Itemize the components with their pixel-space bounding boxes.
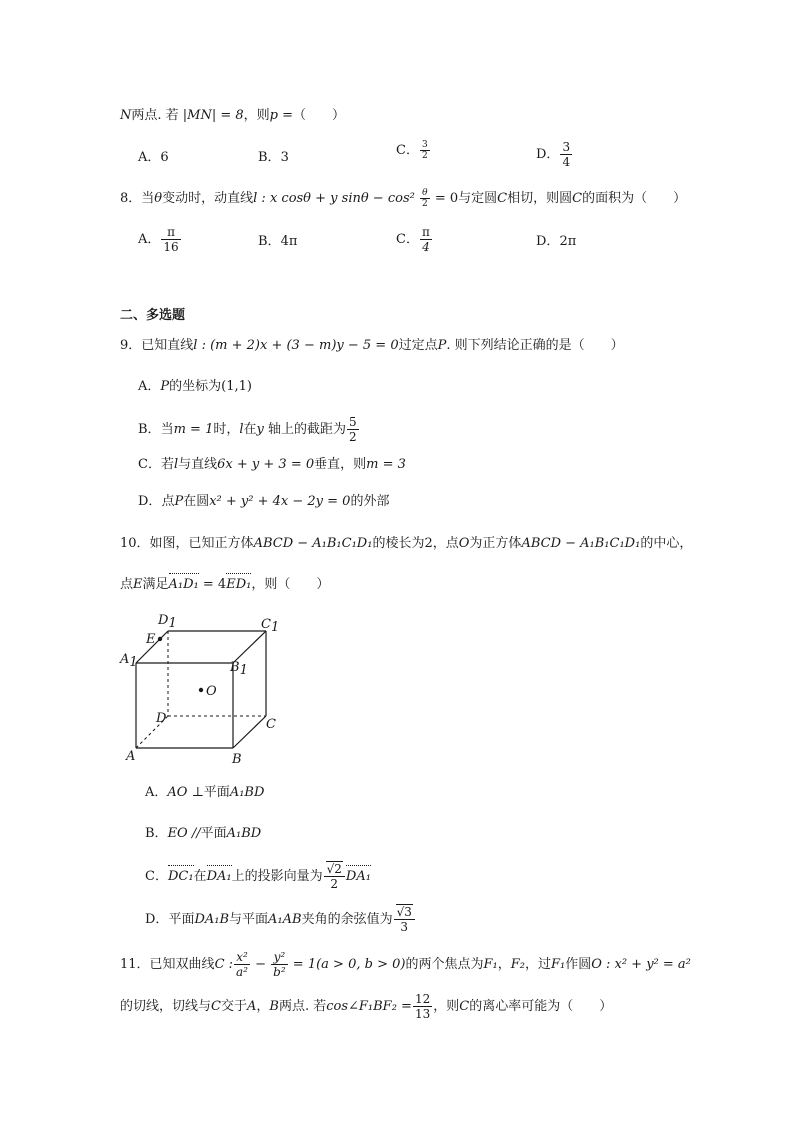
q10-option-d: D．平面DA₁B与平面A₁AB夹角的余弦值为 $\frac{√3}{3}$ — [145, 905, 416, 934]
q10-option-a: A．AO ⊥平面A₁BD — [145, 785, 265, 800]
q9-option-a: A．P的坐标为(1,1) — [138, 379, 252, 394]
point-e — [158, 637, 162, 641]
q7-tail-line — [120, 106, 345, 126]
q9-option-c: C．若l与直线6x + y + 3 = 0垂直，则m = 3 — [138, 457, 406, 472]
q7-var-n: N — [120, 108, 132, 123]
q8-option-b: B．4π — [258, 234, 298, 249]
q7-option-c: C． $\frac{3}{2}$ — [396, 140, 428, 161]
q11-stem-line2: 的切线，切线与C交于A，B两点. 若cos∠F₁BF₂ = $\frac{12}{13}$ ，则C的离心率可能为（ ） — [120, 992, 613, 1021]
q11-stem-line1: 11．已知双曲线C : $\frac{\text{x²}}{\text{a²}}$ − $\frac{\text{y²}}{\text{b²}}$ = 1(a > 0, b > 0)的两个焦点为F₁，F₂，过F₁作圆O : x² + y² = a² — [120, 950, 691, 979]
edge-b1c1 — [233, 631, 266, 663]
q10-option-b: B．EO //平面A₁BD — [145, 826, 262, 841]
q9-option-d: D．点P在圆x² + y² + 4x − 2y = 0的外部 — [138, 494, 390, 509]
q7-var-p: p = — [269, 108, 294, 123]
section-title: 二、多选题 — [120, 308, 186, 323]
q7-abs-mn: |MN| = 8 — [182, 108, 244, 123]
q7-text-2: ，则 — [243, 108, 270, 123]
q9-option-b: B．当m = 1时，l在y 轴上的截距为 $\frac{5}{2}$ — [138, 415, 357, 444]
edge-bc — [233, 716, 266, 748]
q8-option-c: C． $\frac{\pi}{4}$ — [396, 225, 430, 254]
label-a1: A1 — [120, 652, 138, 670]
q7-option-d: D． $\frac{3}{4}$ — [536, 140, 571, 169]
label-c: C — [266, 717, 276, 732]
label-d: D — [156, 711, 167, 726]
label-b: B — [232, 752, 242, 766]
q7-option-a: A．6 — [138, 150, 169, 165]
q10-option-c: C．DC₁在DA₁上的投影向量为 $\frac{√2}{2}$ DA₁ — [145, 862, 371, 891]
label-d1: D1 — [158, 613, 177, 631]
q7-option-b: B．3 — [258, 150, 289, 165]
q7-text: 两点. 若 — [131, 108, 179, 123]
label-c1: C1 — [261, 617, 280, 635]
q8-stem: 8．当θ变动时，动直线l : x cosθ + y sinθ − cos² $\frac{\theta}{2}$ = 0与定圆C相切，则圆C的面积为（ ） — [120, 188, 687, 209]
cube-figure — [118, 608, 288, 766]
q7-bracket: （ ） — [293, 108, 346, 123]
label-a: A — [126, 749, 136, 764]
q9-stem: 9．已知直线l : (m + 2)x + (3 − m)y − 5 = 0过定点P. 则下列结论正确的是（ ） — [120, 338, 624, 353]
q8-option-d: D．2π — [536, 234, 577, 249]
q10-stem-line1: 10．如图，已知正方体ABCD − A₁B₁C₁D₁的棱长为2，点O为正方体ABCD − A₁B₁C₁D₁的中心， — [120, 536, 693, 551]
point-o — [199, 688, 203, 692]
q8-option-a: A． $\frac{\pi}{16}$ — [138, 225, 179, 254]
label-b1: B1 — [230, 660, 248, 678]
label-e: E — [146, 632, 156, 647]
q10-stem-line2: 点E满足A₁D₁ = 4ED₁，则（ ） — [120, 575, 329, 595]
label-o: O — [206, 684, 217, 699]
